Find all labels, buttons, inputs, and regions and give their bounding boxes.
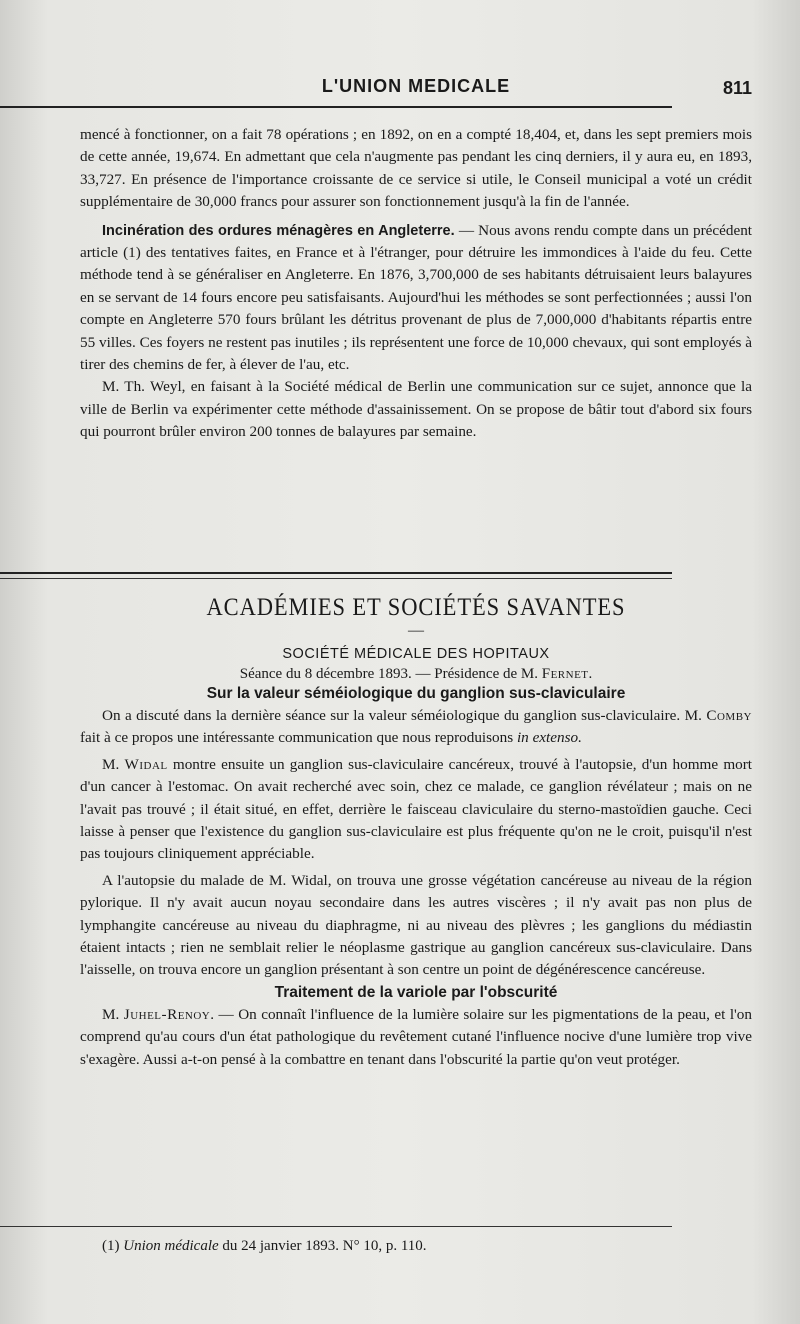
juhel-renoy-name: Juhel-Renoy xyxy=(123,1005,211,1023)
widal-text: montre ensuite un ganglion sus-claviculaire cancéreux, trouvé à l'autopsie, d'un homme mort d'un cancer à l'estomac. On avait recherché avec soin, chez ce malade, ce ganglion révélateur ; mais on ne l'avait pas trouvé ; il était situé, en effet, derrière le faisceau claviculaire du sterno-mastoïdien gauche. Ceci laisse à penser que l'existence du ganglion sus-claviculaire est plus fréquente qu'on ne le croit, puisqu'il n'est pas toujours cliniquement appréciable. xyxy=(80,755,753,863)
subheading-variole: Traitement de la variole par l'obscurité xyxy=(274,983,558,1001)
page-number: 811 xyxy=(722,78,752,98)
session-end: . xyxy=(588,666,593,682)
in-extenso: in extenso. xyxy=(516,729,582,747)
juhel-text: . — On connaît l'influence de la lumière solaire sur les pigmentations de la peau, et l'on comprend qu'au cours d'un état pathologique du revêtement cutané l'influence nocive d'une lumière trop vive s'exagère. Aussi a-t-on pensé à la combattre en tenant dans l'obscurité la partie qu'on veut protéger. xyxy=(80,1005,752,1068)
header-rule xyxy=(0,106,672,108)
paragraph-juhel-renoy xyxy=(80,1004,752,1071)
session-date: Séance du 8 décembre 1893. — Présidence de M. xyxy=(239,666,538,682)
comby-name: Comby xyxy=(706,707,752,724)
session-line xyxy=(80,666,752,683)
footnote-journal: Union médicale xyxy=(123,1238,219,1254)
weyl-name: M. Th. xyxy=(102,378,145,396)
paragraph-autopsy: A l'autopsie du malade de M. Widal, on trouva une grosse végétation cancéreuse au niveau de la région pylorique. Il n'y avait aucun noyau secondaire dans les autres viscères ; il n'y avait pas non plus de lymphangite cancéreuse au niveau du diaphragme, ni au niveau des plèvres ; les ganglions du médiastin étaient intacts ; rien ne semblait relier le néoplasme gastrique au ganglion cancéreux sus-claviculaire. Dans l'aisselle, on trouva encore un ganglion présentant à son centre un point de dégénérescence cancéreuse. xyxy=(80,871,752,979)
incineration-text: — Nous avons rendu compte dans un précédent article (1) des tentatives faites, en France et à l'étranger, pour détruire les immondices à l'aide du feu. Cette méthode tend à se généraliser en Angleterre. En 1876, 3,700,000 de ses habitants détruisaient leurs balayures en se servant de 14 fours encore peu satisfaisants. Aujourd'hui les méthodes se sont perfectionnées ; aussi l'on compte en Angleterre 570 fours brûlant les détritus provenant de plus de 7,000,000 d'habitants répartis entre 55 villes. Ces foyers ne restent pas inutiles ; ils représentent une force de 10,000 chevaux, qui sont employés à tirer des chemins de fer, à élever de l'au, etc. xyxy=(80,221,753,374)
weyl-text: Weyl, en faisant à la Société médical de Berlin une communication sur ce sujet, annonce que la ville de Berlin va expérimenter cette méthode d'assainissement. On se propose de bâtir tout d'abord six fours qui pourront brûler environ 200 tonnes de balayures par semaine. xyxy=(80,378,752,441)
page-header xyxy=(80,68,752,104)
section-text xyxy=(80,705,752,982)
section-rule-top xyxy=(0,572,672,574)
society-name: SOCIÉTÉ MÉDICALE DES HOPITAUX xyxy=(282,646,550,662)
comby-text-after: fait à ce propos une intéressante communication que nous reproduisons xyxy=(80,729,514,747)
footnote-reference: du 24 janvier 1893. N° 10, p. 110. xyxy=(222,1238,427,1254)
section-dash: — xyxy=(408,622,424,639)
paragraph-comby xyxy=(80,705,752,750)
paragraph-widal xyxy=(80,754,752,866)
widal-prefix: M. xyxy=(102,755,120,773)
widal-name: Widal xyxy=(124,755,168,773)
paragraph-weyl xyxy=(80,376,752,443)
top-text-block xyxy=(80,124,752,444)
section-rule-bottom xyxy=(0,578,672,579)
incineration-heading: Incinération des ordures ménagères en Angleterre. xyxy=(102,222,455,239)
section-title: ACADÉMIES ET SOCIÉTÉS SAVANTES xyxy=(206,594,626,621)
juhel-prefix: M. xyxy=(102,1005,120,1023)
subheading-ganglion: Sur la valeur séméiologique du ganglion sus-claviculaire xyxy=(206,685,626,702)
paragraph-incineration xyxy=(80,220,752,377)
footnote-rule xyxy=(0,1226,672,1227)
running-title: L'UNION MEDICALE xyxy=(321,76,511,96)
footnote-mark: (1) xyxy=(102,1238,120,1254)
footnote xyxy=(80,1238,774,1255)
section-block xyxy=(80,594,752,1071)
paragraph-continued: mencé à fonctionner, on a fait 78 opérations ; en 1892, on en a compté 18,404, et, dans les sept premiers mois de cette année, 19,674. En admettant que cela n'augmente pas pendant les cinq derniers, il y aura eu, en 1893, 33,727. En présence de l'importance croissante de ce service si utile, le Conseil municipal a voté un crédit supplémentaire de 30,000 francs pour assurer son fonctionnement jusqu'à la fin de l'année. xyxy=(80,126,752,211)
president-name: Fernet xyxy=(541,666,589,682)
comby-text-before: On a discuté dans la dernière séance sur la valeur séméiologique du ganglion sus-claviculaire. M. xyxy=(102,707,702,724)
variole-text xyxy=(80,1004,752,1071)
